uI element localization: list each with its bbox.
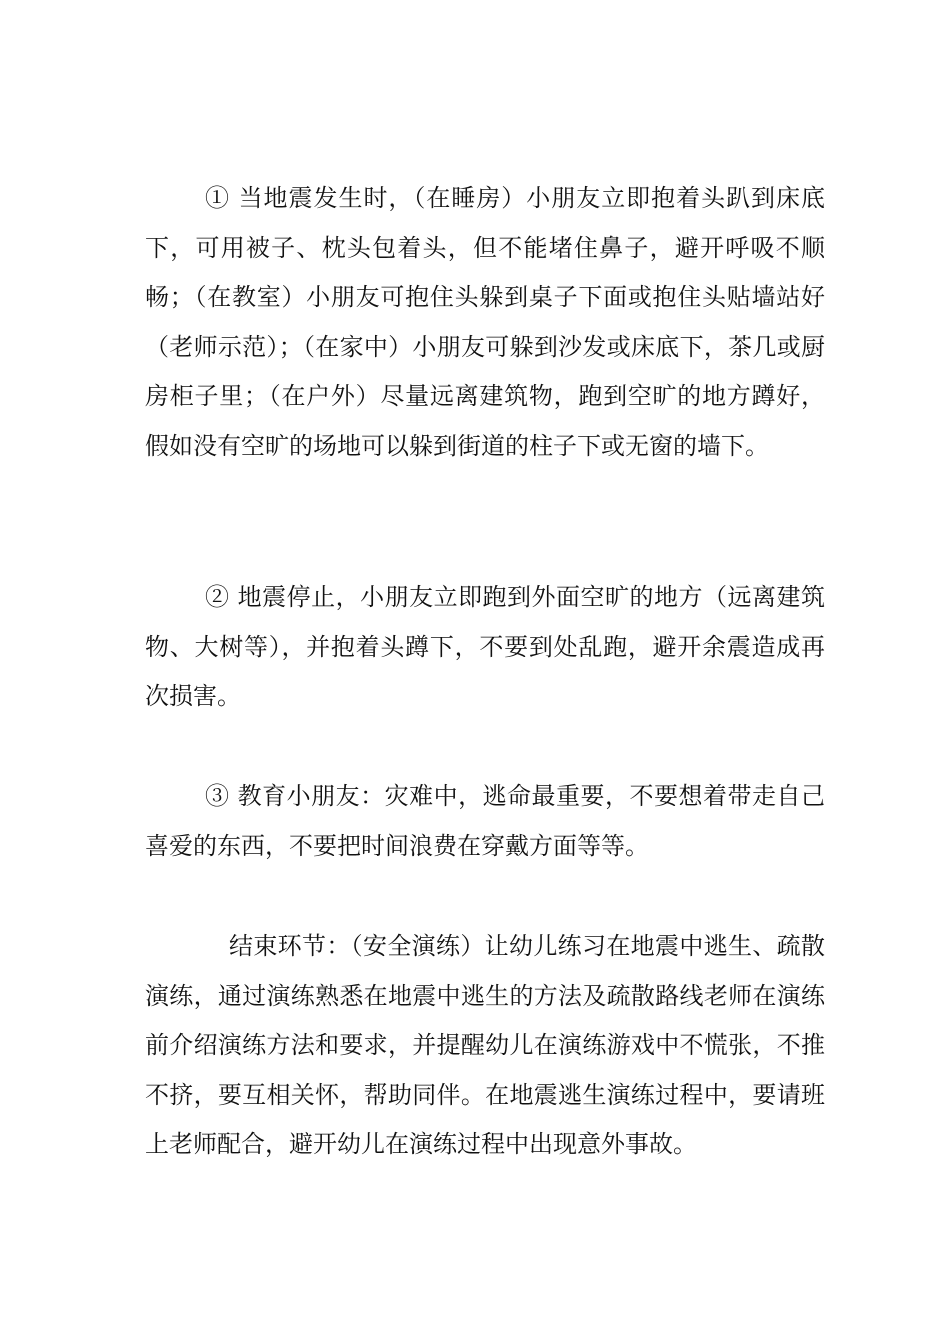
paragraph-after-earthquake: ② 地震停止，小朋友立即跑到外面空旷的地方（远离建筑物、大树等），并抱着头蹲下，不要到处乱跑，避开余震造成再次损害。	[145, 583, 825, 710]
paragraph-closing-drill: 结束环节：（安全演练）让幼儿练习在地震中逃生、疏散演练，通过演练熟悉在地震中逃生的方法及疏散路线老师在演练前介绍演练方法和要求，并提醒幼儿在演练游戏中不慌张，不推不挤，要互相关怀，帮助同伴。在地震逃生演练过程中，要请班上老师配合，避开幼儿在演练过程中出现意外事故。	[145, 932, 825, 1158]
paragraph-earthquake-actions: ① 当地震发生时，（在睡房）小朋友立即抱着头趴到床底下，可用被子、枕头包着头，但不能堵住鼻子，避开呼吸不顺畅；（在教室）小朋友可抱住头躲到桌子下面或抱住头贴墙站好（老师示范）；（在家中）小朋友可躲到沙发或床底下，茶几或厨房柜子里；（在户外）尽量远离建筑物，跑到空旷的地方蹲好，假如没有空旷的场地可以躲到街道的柱子下或无窗的墙下。	[145, 184, 825, 460]
paragraph-education: ③ 教育小朋友：灾难中，逃命最重要，不要想着带走自己喜爱的东西，不要把时间浪费在穿戴方面等等。	[145, 782, 825, 860]
